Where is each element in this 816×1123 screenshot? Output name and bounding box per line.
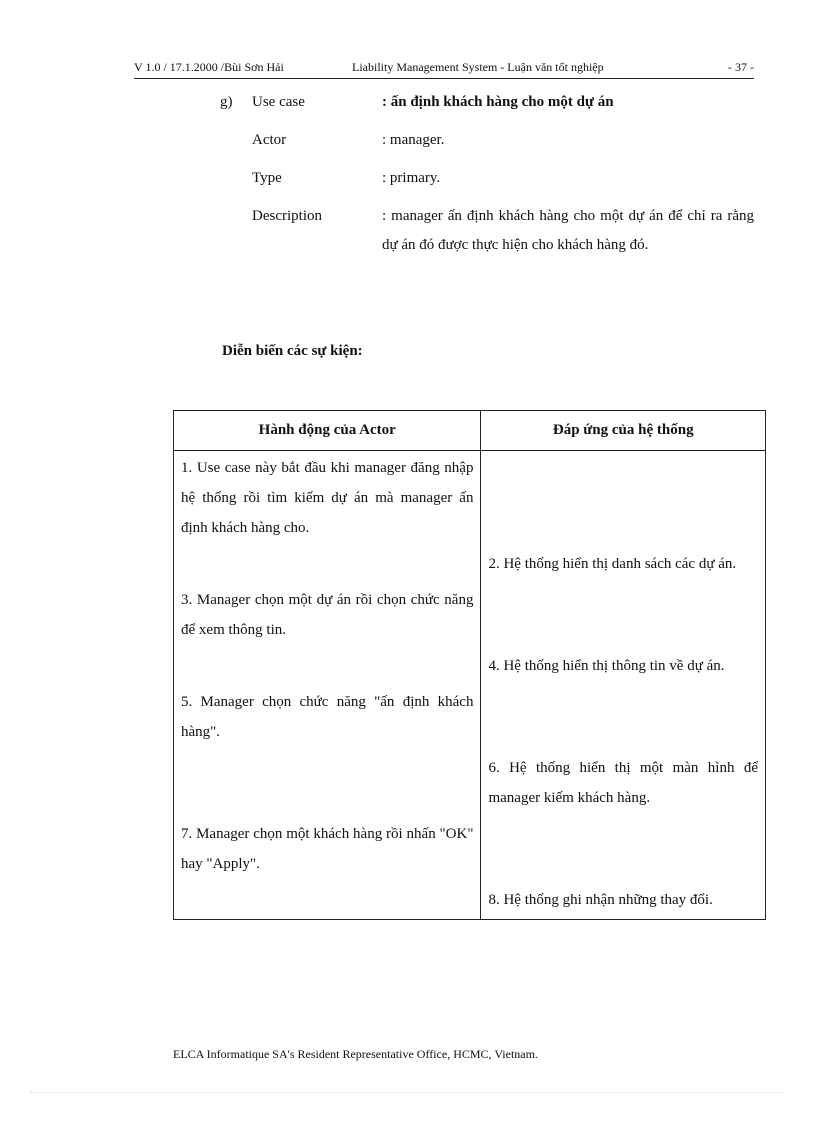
page-footer: ELCA Informatique SA's Resident Representative Office, HCMC, Vietnam. (173, 1047, 538, 1061)
actor-step: 5. Manager chọn chức năng "ấn định khách hàng". (174, 685, 481, 751)
use-case-number: g) (220, 94, 233, 110)
system-step (481, 583, 766, 649)
page-header (134, 58, 754, 79)
table-row (174, 547, 766, 583)
actor-step (174, 883, 481, 920)
actor-column-header: Hành động của Actor (174, 411, 481, 451)
actor-step: 3. Manager chọn một dự án rồi chọn chức năng để xem thông tin. (174, 583, 481, 649)
use-case-label: Use case (252, 94, 305, 110)
actor-step (174, 649, 481, 685)
actor-step (174, 547, 481, 583)
actor-step: 7. Manager chọn một khách hàng rồi nhấn "OK" hay "Apply". (174, 817, 481, 883)
actor-value: : manager. (382, 132, 445, 148)
table-row (174, 451, 766, 548)
type-label: Type (252, 170, 282, 186)
actor-label: Actor (252, 132, 287, 148)
description-row (220, 208, 760, 253)
system-step: 4. Hệ thống hiển thị thông tin về dự án. (481, 649, 766, 685)
table-row (174, 883, 766, 920)
actor-row (220, 132, 760, 170)
type-value: : primary. (382, 170, 441, 186)
system-column-header: Đáp ứng của hệ thống (481, 411, 766, 451)
use-case-name: : ấn định khách hàng cho một dự án (382, 94, 614, 110)
table-row (174, 817, 766, 883)
bottom-divider (30, 1092, 786, 1093)
table-row (174, 649, 766, 685)
actor-step (174, 751, 481, 817)
system-step (481, 817, 766, 883)
actor-step: 1. Use case này bắt đầu khi manager đăng nhập hệ thống rồi tìm kiếm dự án mà manager ấn định khách hàng cho. (174, 451, 481, 548)
table-row (174, 583, 766, 649)
system-step (481, 685, 766, 751)
header-page-number: - 37 - (728, 60, 754, 74)
section-title: Diễn biến các sự kiện: (222, 343, 363, 359)
event-flow-table (173, 410, 766, 920)
header-document-title: Liability Management System - Luận văn tốt nghiệp (352, 60, 604, 74)
table-header-row (174, 411, 766, 451)
use-case-block (220, 94, 760, 253)
description-value: : manager ấn định khách hàng cho một dự án để chỉ ra rằng dự án đó được thực hiện cho khách hàng đó. (382, 208, 754, 253)
table-row (174, 685, 766, 751)
system-step: 2. Hệ thống hiển thị danh sách các dự án. (481, 547, 766, 583)
header-version-author: V 1.0 / 17.1.2000 /Bùi Sơn Hải (134, 60, 284, 74)
description-label: Description (252, 208, 322, 224)
system-step: 6. Hệ thống hiển thị một màn hình để manager kiếm khách hàng. (481, 751, 766, 817)
table-row (174, 751, 766, 817)
use-case-row (220, 94, 760, 132)
system-step: 8. Hệ thống ghi nhận những thay đổi. (481, 883, 766, 920)
system-step (481, 451, 766, 548)
